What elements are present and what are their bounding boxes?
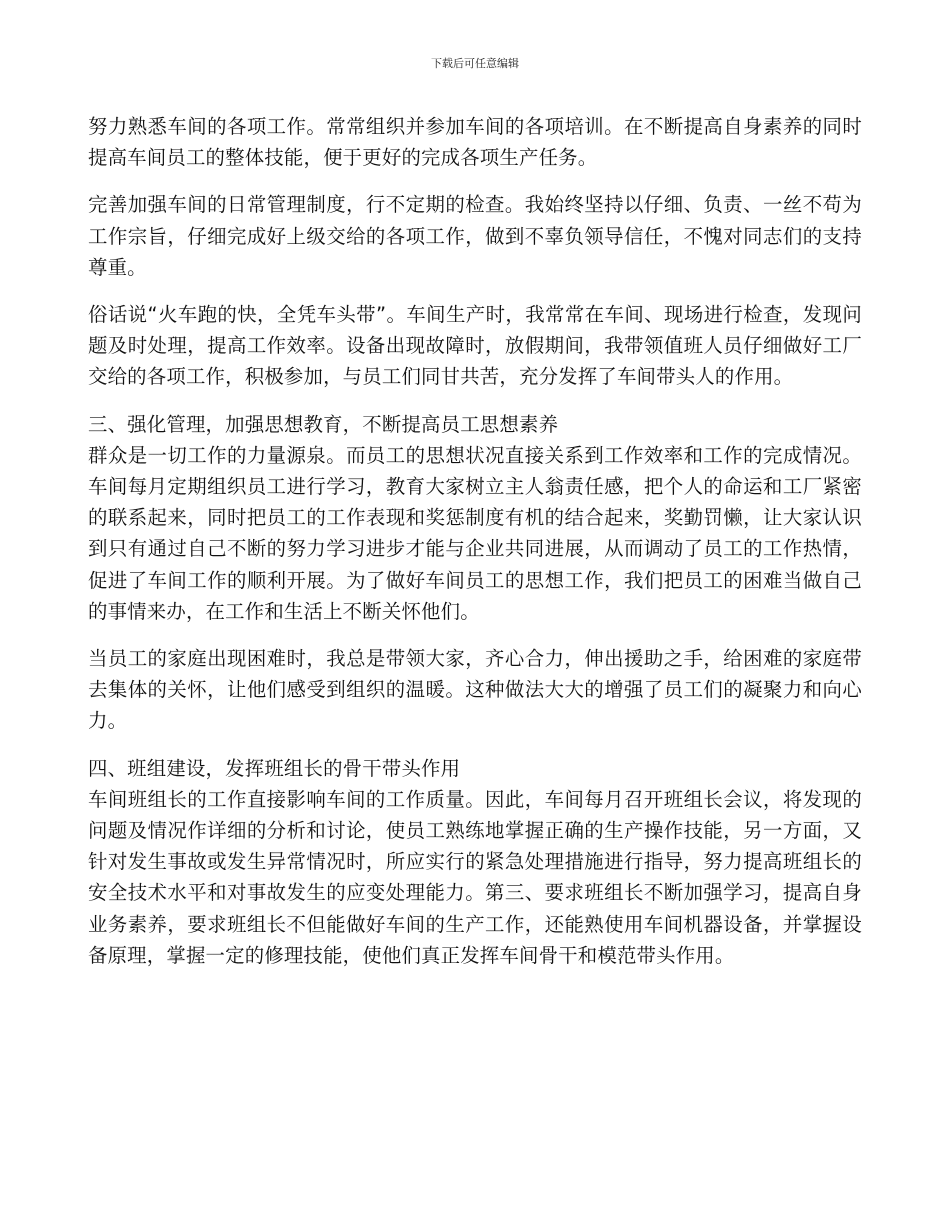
paragraph-leadership: 俗话说“火车跑的快，全凭车头带”。车间生产时，我常常在车间、现场进行检查，发现问题及时处理，提高工作效率。设备出现故障时，放假期间，我带领值班人员仔细做好工厂交给的各项工作，积极参加，与员工们同甘共苦，充分发挥了车间带头人的作用。	[88, 303, 862, 389]
section-heading-3: 三、强化管理，加强思想教育，不断提高员工思想素养	[88, 412, 559, 436]
paragraph-care: 当员工的家庭出现困难时，我总是带领大家，齐心合力，伸出援助之手，给困难的家庭带去集体的关怀，让他们感受到组织的温暖。这种做法大大的增强了员工们的凝聚力和向心力。	[88, 647, 862, 733]
paragraph-ideology: 群众是一切工作的力量源泉。而员工的思想状况直接关系到工作效率和工作的完成情况。车间每月定期组织员工进行学习，教育大家树立主人翁责任感，把个人的命运和工厂紧密的联系起来，同时把员工的工作表现和奖惩制度有机的结合起来，奖勤罚懒，让大家认识到只有通过自己不断的努力学习进步才能与企业共同进展，从而调动了员工的工作热情，促进了车间工作的顺利开展。为了做好车间员工的思想工作，我们把员工的困难当做自己的事情来办，在工作和生活上不断关怀他们。	[88, 443, 862, 623]
section-heading-4: 四、班组建设，发挥班组长的骨干带头作用	[88, 756, 461, 780]
document-body	[88, 111, 862, 971]
page-header: 下载后可任意编辑	[431, 57, 519, 70]
paragraph-management: 完善加强车间的日常管理制度，行不定期的检查。我始终坚持以仔细、负责、一丝不苟为工作宗旨，仔细完成好上级交给的各项工作，做到不辜负领导信任，不愧对同志们的支持尊重。	[88, 193, 862, 279]
paragraph-training: 努力熟悉车间的各项工作。常常组织并参加车间的各项培训。在不断提高自身素养的同时提高车间员工的整体技能，便于更好的完成各项生产任务。	[88, 115, 862, 170]
paragraph-team-leaders: 车间班组长的工作直接影响车间的工作质量。因此，车间每月召开班组长会议，将发现的问题及情况作详细的分析和讨论，使员工熟练地掌握正确的生产操作技能，另一方面，又针对发生事故或发生异常情况时，所应实行的紧急处理措施进行指导，努力提高班组长的安全技术水平和对事故发生的应变处理能力。第三、要求班组长不断加强学习，提高自身业务素养，要求班组长不但能做好车间的生产工作，还能熟使用车间机器设备，并掌握设备原理，掌握一定的修理技能，使他们真正发挥车间骨干和模范带头作用。	[88, 787, 862, 967]
